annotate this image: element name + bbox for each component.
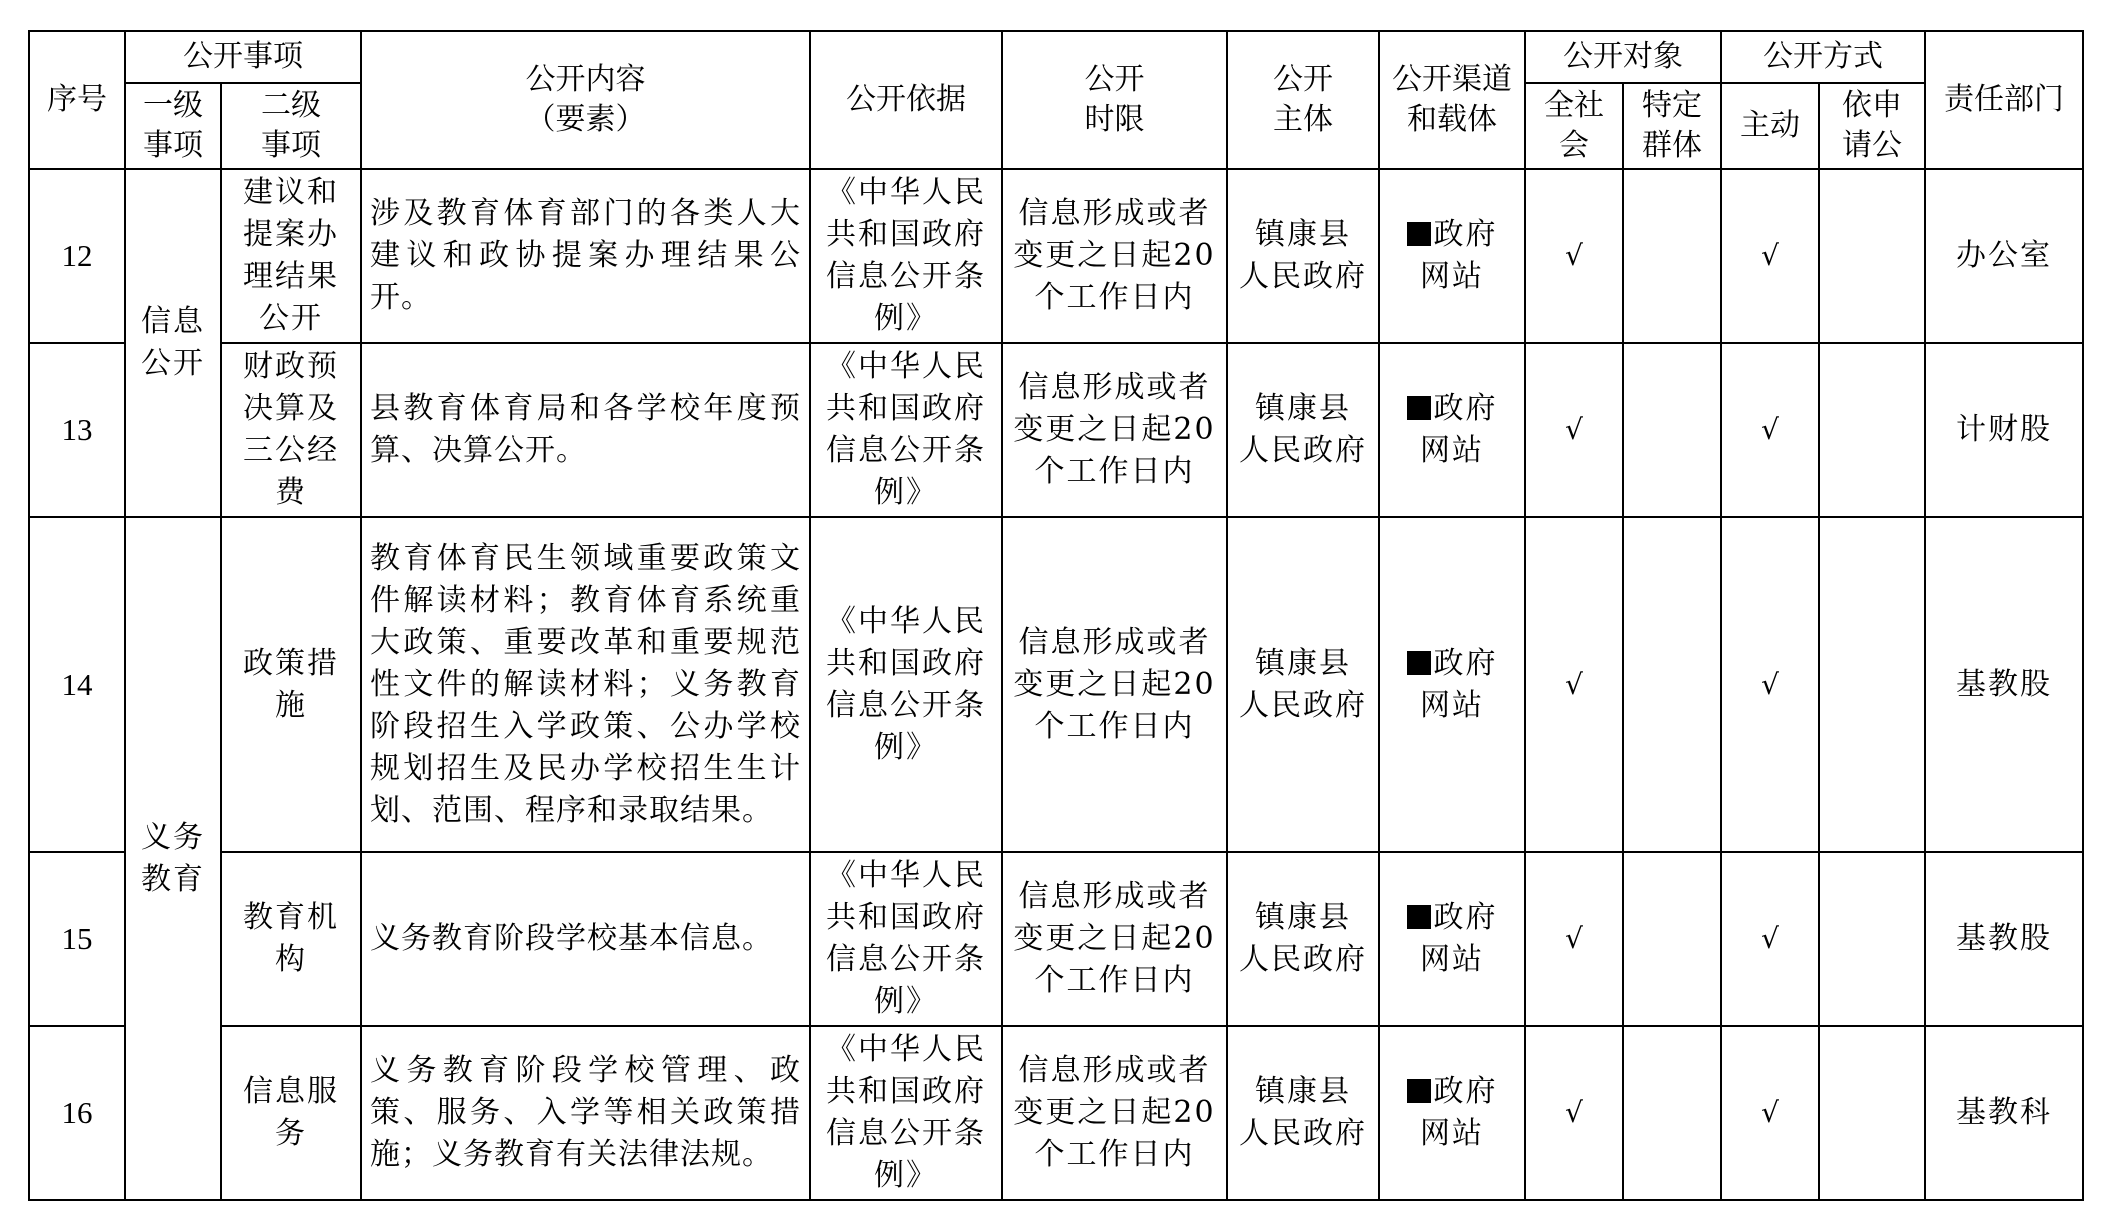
black-square-icon bbox=[1407, 222, 1431, 246]
header-channel: 公开渠道 和载体 bbox=[1379, 31, 1525, 169]
group-info-public: 信息 公开 bbox=[125, 169, 221, 517]
row-seq: 13 bbox=[29, 343, 125, 517]
row-channel bbox=[1379, 517, 1525, 852]
header-department: 责任部门 bbox=[1925, 31, 2083, 169]
black-square-icon bbox=[1407, 396, 1431, 420]
row-subject: 镇康县 人民政府 bbox=[1227, 1026, 1379, 1200]
row-department: 计财股 bbox=[1925, 343, 2083, 517]
header-level2: 二级 事项 bbox=[221, 83, 361, 169]
header-target-specific: 特定 群体 bbox=[1623, 83, 1721, 169]
row-target-all: √ bbox=[1525, 517, 1623, 852]
row-level2: 政策措 施 bbox=[221, 517, 361, 852]
group-compulsory-edu: 义务 教育 bbox=[125, 517, 221, 1200]
row-basis: 《中华人民 共和国政府 信息公开条 例》 bbox=[810, 517, 1002, 852]
row-channel bbox=[1379, 169, 1525, 343]
black-square-icon bbox=[1407, 905, 1431, 929]
header-item: 公开事项 bbox=[125, 31, 361, 83]
row-subject: 镇康县 人民政府 bbox=[1227, 517, 1379, 852]
row-target-specific bbox=[1623, 343, 1721, 517]
row-time-limit: 信息形成或者 变更之日起20 个工作日内 bbox=[1002, 517, 1227, 852]
row-method-active: √ bbox=[1721, 343, 1819, 517]
row-method-active: √ bbox=[1721, 517, 1819, 852]
row-channel-text: 政府 网站 bbox=[1420, 645, 1498, 723]
row-method-active: √ bbox=[1721, 852, 1819, 1026]
row-seq: 16 bbox=[29, 1026, 125, 1200]
row-content: 义务教育阶段学校管理、政策、服务、入学等相关政策措施；义务教育有关法律法规。 bbox=[361, 1026, 810, 1200]
row-department: 办公室 bbox=[1925, 169, 2083, 343]
table-row bbox=[29, 169, 2083, 343]
row-content: 义务教育阶段学校基本信息。 bbox=[361, 852, 810, 1026]
row-method-request bbox=[1819, 343, 1925, 517]
row-channel bbox=[1379, 852, 1525, 1026]
header-basis: 公开依据 bbox=[810, 31, 1002, 169]
table-row bbox=[29, 852, 2083, 1026]
row-target-specific bbox=[1623, 517, 1721, 852]
row-basis: 《中华人民 共和国政府 信息公开条 例》 bbox=[810, 343, 1002, 517]
header-seq: 序号 bbox=[29, 31, 125, 169]
row-level2: 财政预 决算及 三公经 费 bbox=[221, 343, 361, 517]
row-time-limit: 信息形成或者 变更之日起20 个工作日内 bbox=[1002, 1026, 1227, 1200]
row-method-request bbox=[1819, 852, 1925, 1026]
header-target: 公开对象 bbox=[1525, 31, 1721, 83]
row-method-request bbox=[1819, 517, 1925, 852]
row-method-request bbox=[1819, 169, 1925, 343]
row-method-active: √ bbox=[1721, 169, 1819, 343]
row-channel-text: 政府 网站 bbox=[1420, 900, 1498, 977]
row-content: 教育体育民生领域重要政策文件解读材料；教育体育系统重大政策、重要改革和重要规范性文件的解读材料；义务教育阶段招生入学政策、公办学校规划招生及民办学校招生生计划、范围、程序和录取结果。 bbox=[361, 517, 810, 852]
table-row bbox=[29, 343, 2083, 517]
row-department: 基教股 bbox=[1925, 517, 2083, 852]
row-time-limit: 信息形成或者 变更之日起20 个工作日内 bbox=[1002, 169, 1227, 343]
row-content: 涉及教育体育部门的各类人大建议和政协提案办理结果公开。 bbox=[361, 169, 810, 343]
table-row bbox=[29, 517, 2083, 852]
row-basis: 《中华人民 共和国政府 信息公开条 例》 bbox=[810, 852, 1002, 1026]
row-target-specific bbox=[1623, 169, 1721, 343]
row-level2: 教育机 构 bbox=[221, 852, 361, 1026]
header-method-request: 依申 请公 bbox=[1819, 83, 1925, 169]
row-channel-text: 政府 网站 bbox=[1420, 391, 1498, 468]
row-channel bbox=[1379, 1026, 1525, 1200]
header-subject: 公开 主体 bbox=[1227, 31, 1379, 169]
header-row-1 bbox=[29, 31, 2083, 83]
header-method: 公开方式 bbox=[1721, 31, 1925, 83]
row-method-request bbox=[1819, 1026, 1925, 1200]
header-method-active: 主动 bbox=[1721, 83, 1819, 169]
row-subject: 镇康县 人民政府 bbox=[1227, 343, 1379, 517]
row-basis: 《中华人民 共和国政府 信息公开条 例》 bbox=[810, 1026, 1002, 1200]
header-target-all: 全社 会 bbox=[1525, 83, 1623, 169]
row-target-all: √ bbox=[1525, 852, 1623, 1026]
row-basis: 《中华人民 共和国政府 信息公开条 例》 bbox=[810, 169, 1002, 343]
row-target-specific bbox=[1623, 852, 1721, 1026]
header-level1: 一级 事项 bbox=[125, 83, 221, 169]
row-time-limit: 信息形成或者 变更之日起20 个工作日内 bbox=[1002, 343, 1227, 517]
row-channel-text: 政府 网站 bbox=[1420, 217, 1498, 294]
black-square-icon bbox=[1407, 1079, 1431, 1103]
row-target-all: √ bbox=[1525, 169, 1623, 343]
header-content: 公开内容 （要素） bbox=[361, 31, 810, 169]
black-square-icon bbox=[1407, 651, 1431, 675]
row-subject: 镇康县 人民政府 bbox=[1227, 169, 1379, 343]
row-subject: 镇康县 人民政府 bbox=[1227, 852, 1379, 1026]
row-method-active: √ bbox=[1721, 1026, 1819, 1200]
row-department: 基教股 bbox=[1925, 852, 2083, 1026]
row-seq: 12 bbox=[29, 169, 125, 343]
row-target-all: √ bbox=[1525, 343, 1623, 517]
row-time-limit: 信息形成或者 变更之日起20 个工作日内 bbox=[1002, 852, 1227, 1026]
row-channel-text: 政府 网站 bbox=[1420, 1074, 1498, 1151]
row-channel bbox=[1379, 343, 1525, 517]
table-row bbox=[29, 1026, 2083, 1200]
row-level2: 建议和 提案办 理结果 公开 bbox=[221, 169, 361, 343]
row-department: 基教科 bbox=[1925, 1026, 2083, 1200]
header-time-limit: 公开 时限 bbox=[1002, 31, 1227, 169]
disclosure-table-page bbox=[28, 30, 2084, 1201]
row-seq: 15 bbox=[29, 852, 125, 1026]
row-target-specific bbox=[1623, 1026, 1721, 1200]
row-seq: 14 bbox=[29, 517, 125, 852]
disclosure-table bbox=[28, 30, 2084, 1201]
row-target-all: √ bbox=[1525, 1026, 1623, 1200]
row-content: 县教育体育局和各学校年度预算、决算公开。 bbox=[361, 343, 810, 517]
row-level2: 信息服 务 bbox=[221, 1026, 361, 1200]
